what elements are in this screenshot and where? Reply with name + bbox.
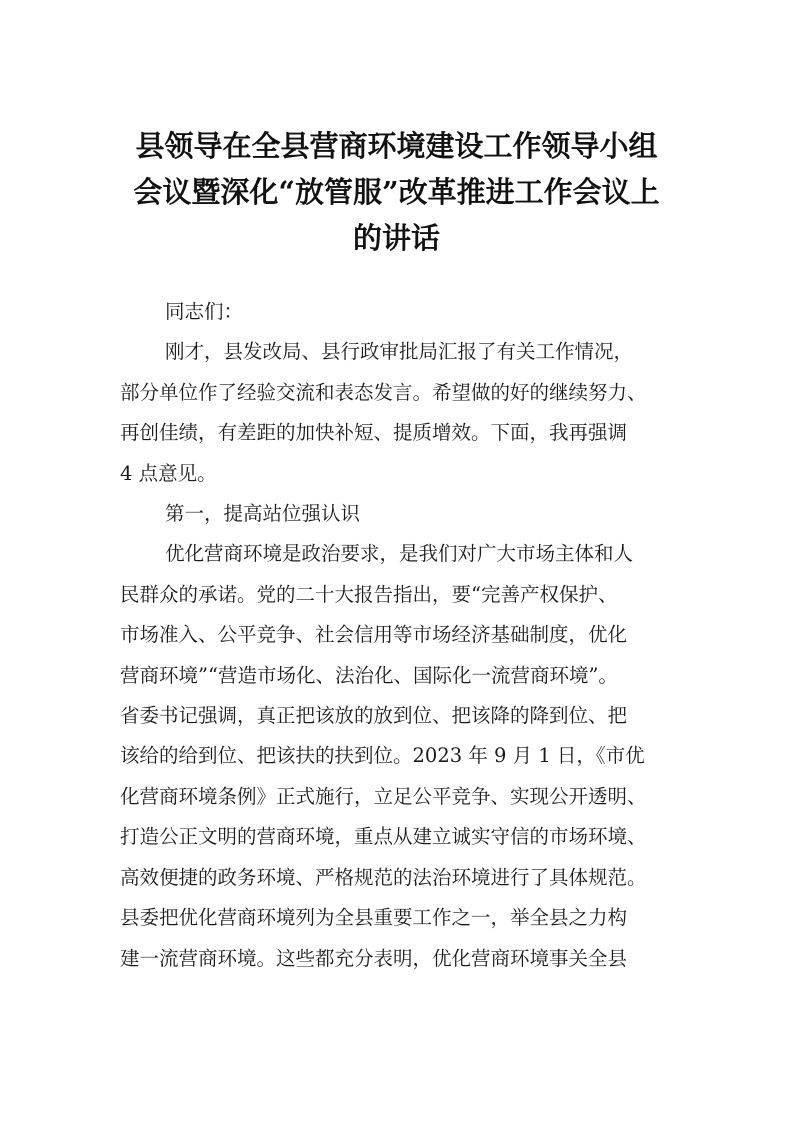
paragraph-line: 化营商环境条例》正式施行，立足公平竞争、实现公开透明、 [120, 784, 647, 808]
title-line: 会议暨深化“放管服”改革推进工作会议上 [133, 175, 660, 209]
paragraph-line: 高效便捷的政务环境、严格规范的法治环境进行了具体规范。 [120, 865, 647, 889]
paragraph-line: 部分单位作了经验交流和表态发言。希望做的好的继续努力、 [120, 380, 647, 404]
paragraph-line: 建一流营商环境。这些都充分表明，优化营商环境事关全县 [120, 946, 628, 970]
paragraph-line: 4 点意见。 [120, 461, 217, 485]
paragraph-line: 刚才，县发改局、县行政审批局汇报了有关工作情况， [165, 340, 634, 364]
paragraph-line: 打造公正文明的营商环境，重点从建立诚实守信的市场环境、 [120, 825, 647, 849]
paragraph-line: 省委书记强调，真正把该放的放到位、把该降的降到位、把 [120, 704, 628, 728]
paragraph-intro [120, 332, 680, 494]
paragraph-line: 该给的给到位、把该扶的扶到位。2023 年 9 月 1 日，《市优 [120, 744, 645, 768]
section-heading: 第一，提高站位强认识 [165, 502, 361, 526]
paragraph-line: 优化营商环境是政治要求，是我们对广大市场主体和人 [165, 542, 634, 566]
greeting: 同志们： [165, 300, 244, 323]
paragraph-line: 市场准入、公平竞争、社会信用等市场经济基础制度，优化 [120, 623, 628, 647]
document-title [100, 123, 693, 261]
document-body [120, 292, 680, 979]
paragraph-section1 [120, 534, 680, 978]
title-line: 县领导在全县营商环境建设工作领导小组 [135, 129, 658, 163]
paragraph-line: 营商环境”“营造市场化、法治化、国际化一流营商环境”。 [120, 663, 618, 687]
title-line: 的讲话 [352, 221, 440, 255]
paragraph-line: 县委把优化营商环境列为全县重要工作之一，举全县之力构 [120, 906, 628, 930]
paragraph-line: 再创佳绩，有差距的加快补短、提质增效。下面，我再强调 [120, 421, 628, 445]
paragraph-line: 民群众的承诺。党的二十大报告指出，要“完善产权保护、 [120, 582, 618, 606]
